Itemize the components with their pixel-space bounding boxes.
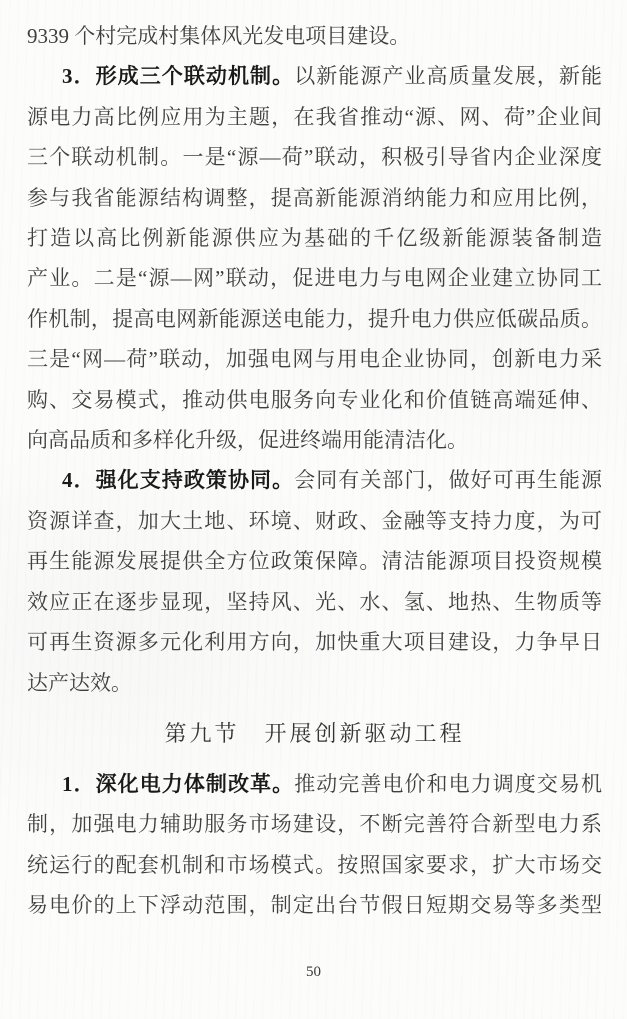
- text-line: 制，加强电力辅助服务市场建设，不断完善符合新型电力系: [27, 812, 602, 837]
- text-line: 购、交易模式，推动供电服务向专业化和价值链高端延伸、: [27, 387, 602, 412]
- text-line: 三是“网—荷”联动，加强电网与用电企业协同，创新电力采: [27, 347, 602, 372]
- text-line: 可再生资源多元化利用方向，加快重大项目建设，力争早日: [27, 630, 602, 655]
- paragraphs-after-heading: [27, 764, 602, 926]
- text-line: 易电价的上下浮动范围，制定出台节假日短期交易等多类型: [27, 893, 602, 918]
- text-line: 统运行的配套机制和市场模式。按照国家要求，扩大市场交: [27, 852, 602, 877]
- text-line: 9339 个村完成村集体风光发电项目建设。: [27, 24, 411, 48]
- section-heading: 第九节 开展创新驱动工程: [164, 720, 465, 746]
- text-line: 向高品质和多样化升级，促进终端用能清洁化。: [27, 428, 468, 453]
- text-line: 参与我省能源结构调整，提高新能源消纳能力和应用比例，: [27, 185, 602, 210]
- paragraph-lead-bold: 3．形成三个联动机制。: [62, 64, 295, 89]
- text-line: 达产达效。: [27, 670, 132, 695]
- text-line: 产业。二是“源—网”联动，促进电力与电网企业建立协同工: [27, 266, 602, 291]
- text-line: 3．形成三个联动机制。以新能源产业高质量发展，新能: [62, 64, 602, 89]
- document-body: [27, 16, 602, 926]
- text-line: 再生能源发展提供全方位政策保障。清洁能源项目投资规模: [27, 549, 602, 574]
- text-line: 1．深化电力体制改革。推动完善电价和电力调度交易机: [62, 771, 602, 796]
- text-line: 源电力高比例应用为主题，在我省推动“源、网、荷”企业间: [27, 104, 602, 129]
- paragraph-lead-bold: 4．强化支持政策协同。: [62, 468, 295, 493]
- text-line: 作机制，提高电网新能源送电能力，提升电力供应低碳品质。: [27, 306, 602, 331]
- page-number: 50: [306, 964, 321, 980]
- paragraphs-before-heading: [27, 16, 602, 703]
- text-line: 资源详查，加大土地、环境、财政、金融等支持力度，为可: [27, 508, 602, 533]
- text-line: 效应正在逐步显现，坚持风、光、水、氢、地热、生物质等: [27, 589, 602, 614]
- text-line: 三个联动机制。一是“源—荷”联动，积极引导省内企业深度: [27, 145, 602, 170]
- text-line: 4．强化支持政策协同。会同有关部门，做好可再生能源: [62, 468, 602, 493]
- paragraph-lead-bold: 1．深化电力体制改革。: [62, 771, 295, 796]
- text-line: 打造以高比例新能源供应为基础的千亿级新能源装备制造: [27, 226, 602, 251]
